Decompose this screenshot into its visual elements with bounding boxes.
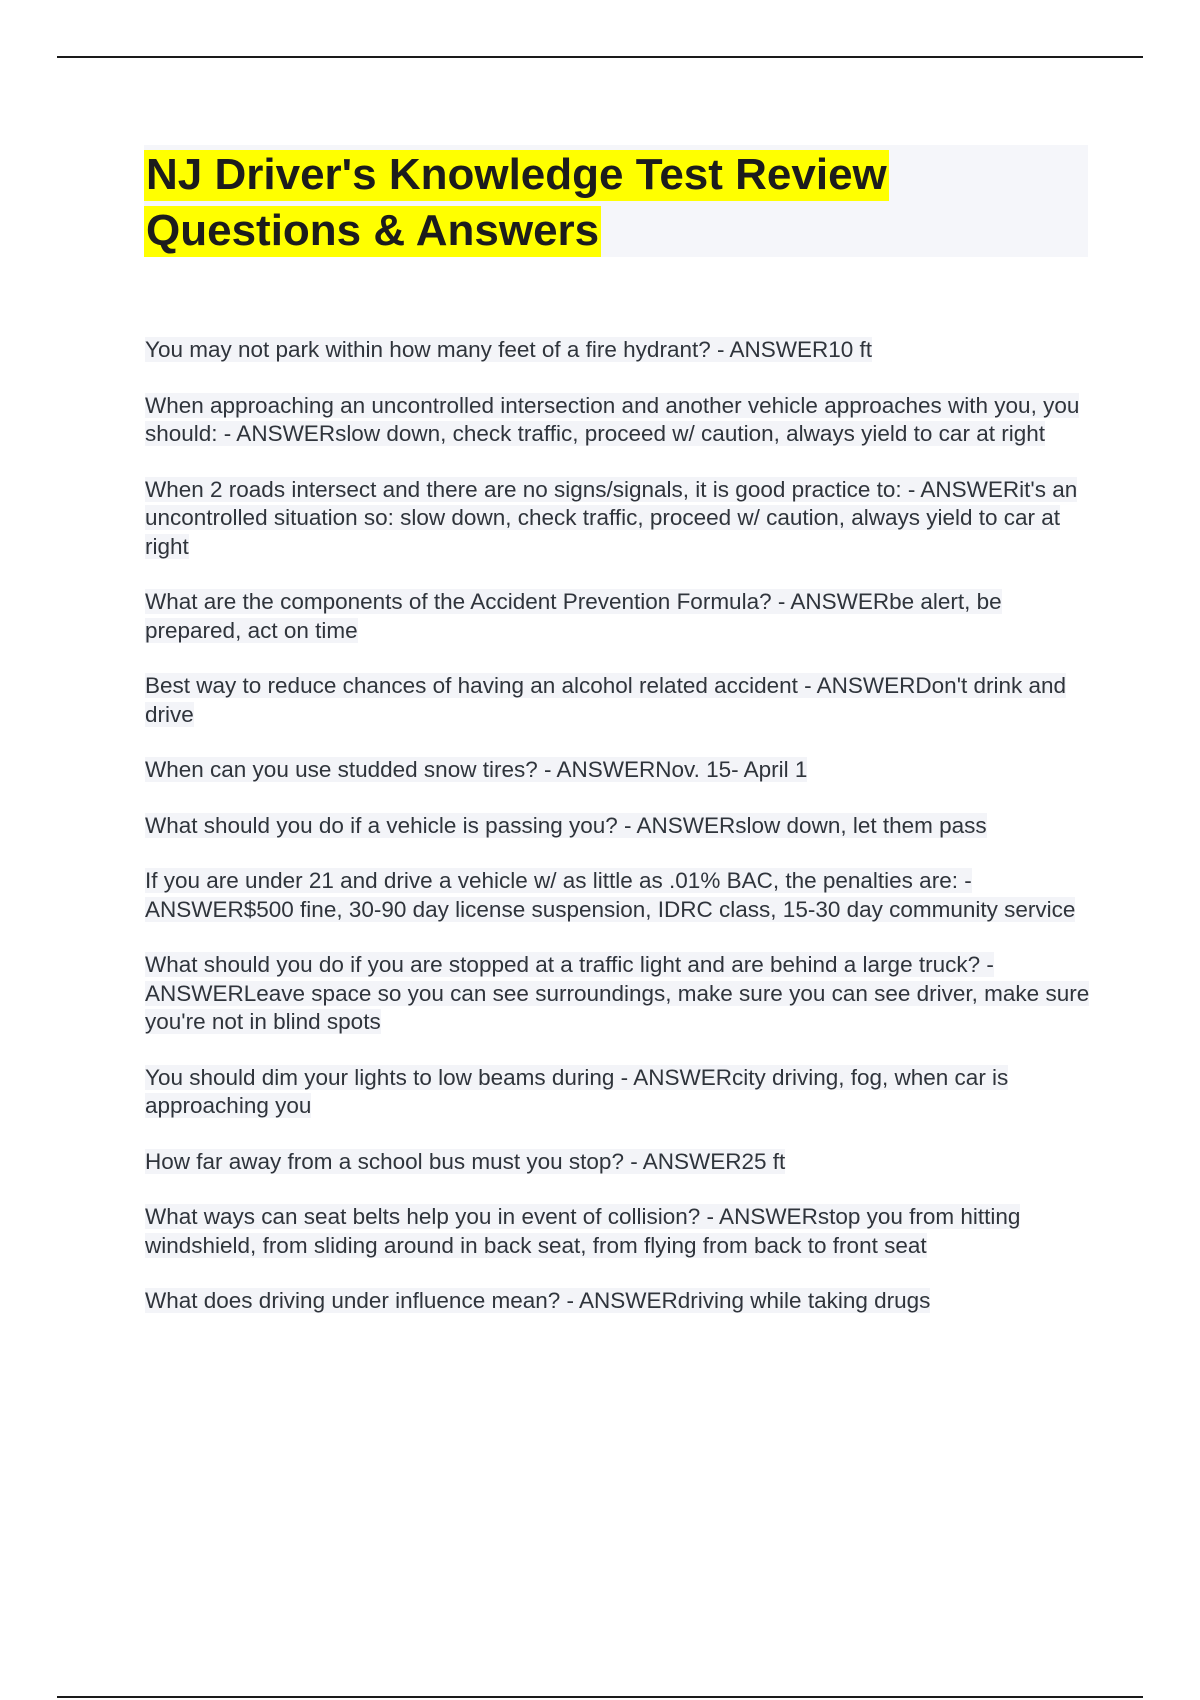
qa-item (145, 867, 1095, 924)
qa-text: What should you do if a vehicle is passing you? - ANSWERslow down, let them pass (145, 812, 987, 838)
top-rule (57, 56, 1143, 58)
qa-text: What ways can seat belts help you in event of collision? - ANSWERstop you from hitting windshield, from sliding around in back seat, from flying from back to front seat (145, 1204, 1021, 1258)
qa-item (145, 812, 1095, 841)
bottom-rule (57, 1696, 1143, 1698)
qa-list (145, 336, 1095, 1343)
qa-item (145, 1064, 1095, 1121)
qa-item (145, 336, 1095, 365)
qa-item (145, 392, 1095, 449)
qa-text: What does driving under influence mean? - ANSWERdriving while taking drugs (145, 1288, 931, 1313)
qa-text: What are the components of the Accident Prevention Formula? - ANSWERbe alert, be prepared, act on time (145, 589, 1002, 643)
title-block (144, 145, 1088, 257)
qa-item (145, 588, 1095, 645)
qa-text: If you are under 21 and drive a vehicle w/ as little as .01% BAC, the penalties are: - ANSWER$500 fine, 30-90 day license suspension, IDRC class, 15-30 day community service (145, 868, 1076, 922)
qa-item (145, 756, 1095, 785)
qa-item (145, 951, 1095, 1037)
qa-text: You should dim your lights to low beams during - ANSWERcity driving, fog, when car is approaching you (145, 1064, 1009, 1118)
qa-text: What should you do if you are stopped at a traffic light and are behind a large truck? - ANSWERLeave space so you can see surroundings, make sure you can see driver, make sure you're not in blind spots (145, 952, 1090, 1034)
qa-item (145, 476, 1095, 562)
qa-item (145, 672, 1095, 729)
qa-text: How far away from a school bus must you stop? - ANSWER25 ft (145, 1148, 786, 1174)
qa-item (145, 1148, 1095, 1177)
document-title (144, 147, 1004, 259)
qa-item (145, 1203, 1095, 1260)
qa-text: Best way to reduce chances of having an alcohol related accident - ANSWERDon't drink and drive (145, 673, 1067, 727)
title-line-2: Questions & Answers (146, 206, 600, 255)
qa-text: When can you use studded snow tires? - ANSWERNov. 15- April 1 (145, 757, 808, 782)
qa-text: You may not park within how many feet of a fire hydrant? - ANSWER10 ft (145, 337, 873, 362)
qa-text: When approaching an uncontrolled intersection and another vehicle approaches with you, you should: - ANSWERslow down, check traffic, proceed w/ caution, always yield to car at right (145, 392, 1080, 446)
title-line-1: NJ Driver's Knowledge Test Review (146, 150, 887, 199)
qa-text: When 2 roads intersect and there are no signs/signals, it is good practice to: - ANSWERit's an uncontrolled situation so: slow down, check traffic, proceed w/ caution, always yield to car at right (145, 476, 1078, 559)
qa-item (145, 1287, 1095, 1316)
